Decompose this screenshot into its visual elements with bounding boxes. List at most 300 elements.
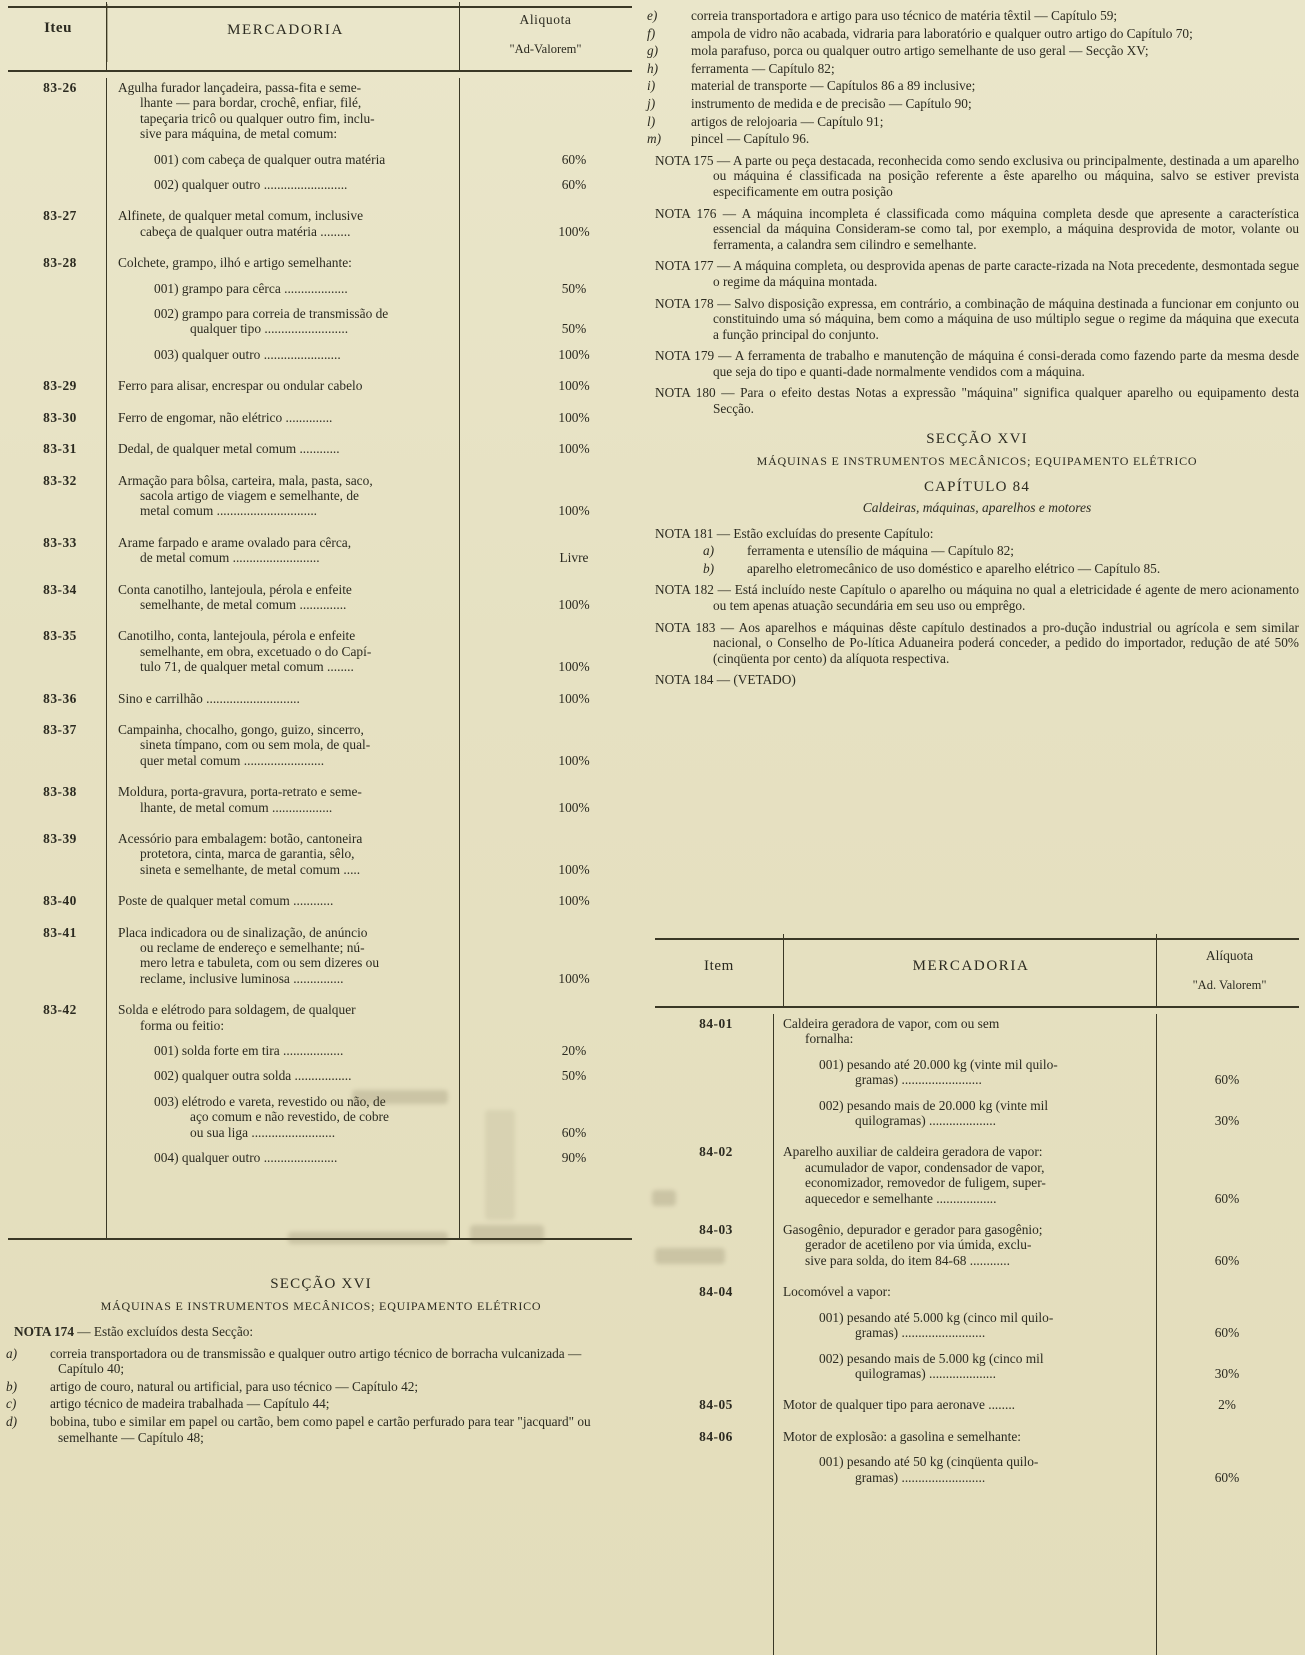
right-notes [655, 153, 1299, 417]
row-gap [8, 459, 632, 471]
subrow-spacer [8, 169, 112, 194]
scan-stroke [106, 4, 108, 62]
list-item-text: ferramenta — Capítulo 82; [691, 60, 835, 76]
subrow-text: 001) solda forte em tira .................. [154, 1043, 344, 1059]
table-subrow [8, 298, 632, 339]
row-item-code: 84-05 [699, 1397, 733, 1413]
list-marker: j) [647, 95, 656, 111]
row-item-code: 83-40 [43, 893, 77, 909]
left-table-body [8, 78, 632, 1238]
note [655, 206, 1299, 253]
row-gap [8, 614, 632, 626]
right-top-items [647, 8, 1299, 147]
left-section-title: SECÇÃO XVI [270, 1276, 372, 1292]
row-item-code: 83-28 [43, 255, 77, 271]
subrow-text: 002) grampo para correia de transmissão de qualquer tipo ......................... [154, 306, 389, 337]
row-merchandise: Gasogênio, depurador e gerador para gasogênio; gerador de acetileno por via úmida, exclu- sive para solda, do item 84-68 ............ [783, 1222, 1043, 1268]
row-aliquot: 100% [558, 752, 590, 768]
right-header-aliq: Alíquota [1205, 948, 1254, 963]
subrow-spacer [655, 1446, 777, 1487]
divider-merc [459, 2, 460, 72]
row-aliquot: Livre [559, 550, 589, 566]
row-aliquot: 100% [558, 690, 590, 706]
table-subrow [655, 1343, 1299, 1384]
row-item-code: 83-42 [43, 1002, 77, 1018]
table-row [8, 891, 632, 910]
right-chapter-subtitle: Caldeiras, máquinas, aparelhos e motores [862, 499, 1092, 515]
note [655, 620, 1299, 667]
note-sublist [655, 543, 1299, 576]
gap-cell [8, 988, 632, 1000]
row-aliquot: 100% [558, 503, 590, 519]
table-row [8, 408, 632, 427]
note-text: — A ferramenta de trabalho e manutenção de máquina é consi-derada como fazendo parte da mesma desde que seja do tipo e quanti-dade normalmente vendidos com a máquina. [713, 348, 1299, 379]
note-label: NOTA 175 [655, 152, 717, 168]
row-gap [8, 911, 632, 923]
note-174-label: NOTA 174 [14, 1324, 74, 1339]
right-column [645, 0, 1305, 1655]
header-item: Iteu [44, 20, 72, 36]
row-merchandise: Sino e carrilhão ............................ [118, 690, 300, 706]
gap-cell [8, 708, 632, 720]
list-item [647, 25, 1299, 42]
list-item [6, 1378, 628, 1395]
row-aliquot: 100% [558, 659, 590, 675]
list-item [647, 95, 1299, 112]
list-marker: a) [6, 1345, 18, 1361]
gap-cell [8, 770, 632, 782]
row-item-code: 83-27 [43, 208, 77, 224]
gap-cell [8, 614, 632, 626]
table-row [8, 206, 632, 241]
subrow-aliquot: 60% [1214, 1072, 1240, 1088]
table-row [8, 439, 632, 458]
row-merchandise: Armação para bôlsa, carteira, mala, pasta, saco, sacola artigo de viagem e semelhante, de metal comum .............................. [118, 472, 373, 519]
row-merchandise: Campainha, chocalho, gongo, guizo, sincerro, sineta tímpano, com ou sem mola, de qual- quer metal comum ........................ [118, 721, 371, 768]
subrow-spacer [655, 1090, 777, 1131]
row-gap [8, 521, 632, 533]
subrow-aliquot: 20% [561, 1043, 587, 1059]
table-row [655, 1395, 1299, 1414]
table-row [8, 689, 632, 708]
table-row [655, 1282, 1299, 1301]
list-item [6, 1396, 628, 1412]
subrow-spacer [655, 1302, 777, 1343]
table-row [8, 533, 632, 568]
list-item-text: correia transportadora e artigo para uso técnico de matéria têxtil — Capítulo 59; [691, 8, 1118, 23]
table-subrow [8, 1060, 632, 1085]
gap-cell [8, 817, 632, 829]
row-gap [8, 194, 632, 206]
note [655, 385, 1299, 416]
subrow-aliquot: 60% [1214, 1325, 1240, 1341]
gap-cell [8, 194, 632, 206]
row-item-code: 84-06 [699, 1428, 733, 1444]
right-divider-item [783, 934, 784, 1008]
subrow-text: 002) pesando mais de 20.000 kg (vinte mil quilogramas) .................... [819, 1097, 1049, 1129]
list-item-text: ferramenta e utensílio de máquina — Capítulo 82; [747, 543, 1014, 559]
table-subrow [655, 1302, 1299, 1343]
row-item-code: 83-26 [43, 80, 77, 95]
scan-smudge [652, 1190, 676, 1206]
row-gap [655, 1487, 1299, 1499]
table-row [8, 923, 632, 989]
table-row [655, 1142, 1299, 1208]
left-column [0, 0, 640, 1655]
scan-smudge [655, 1248, 725, 1264]
row-merchandise: Colchete, grampo, ilhó e artigo semelhante: [118, 255, 352, 271]
row-aliquot: 100% [558, 378, 590, 394]
subrow-text: 001) pesando até 5.000 kg (cinco mil quilo- gramas) ......................... [819, 1309, 1054, 1341]
row-gap [8, 770, 632, 782]
table-row [655, 1427, 1299, 1446]
note-label: NOTA 181 [655, 525, 717, 541]
list-item-text: bobina, tubo e similar em papel ou cartão, bem como papel e cartão perfurado para tear "jacquard" ou semelhante — Capítulo 48; [50, 1413, 591, 1445]
row-merchandise: Canotilho, conta, lantejoula, pérola e enfeite semelhante, em obra, excetuado o do Capí- tulo 71, de qualquer metal comum ........ [118, 628, 372, 675]
list-item-text: correia transportadora ou de transmissão e qualquer outro artigo técnico de borracha vulcanizada — Capítulo 40; [50, 1345, 582, 1377]
note [655, 258, 1299, 289]
left-section-items [6, 1345, 628, 1446]
right-divider-merc [1156, 934, 1157, 1008]
table-row [8, 580, 632, 615]
note-label: NOTA 178 [655, 295, 718, 311]
row-merchandise: Locomóvel a vapor: [783, 1284, 891, 1300]
row-merchandise: Arame farpado e arame ovalado para cêrca, de metal comum .......................... [118, 534, 352, 566]
row-aliquot: 100% [558, 441, 590, 457]
note [655, 672, 1299, 688]
subrow-aliquot: 30% [1214, 1113, 1240, 1129]
list-item [647, 8, 1299, 24]
row-merchandise: Aparelho auxiliar de caldeira geradora de vapor: acumulador de vapor, condensador de vapor, economizador, removedor de fuligem, super- aquecedor e semelhante .................. [783, 1144, 1046, 1206]
gap-cell [655, 1487, 1299, 1499]
header-merc: MERCADORIA [227, 22, 344, 38]
row-gap [655, 1208, 1299, 1220]
gap-cell [655, 1383, 1299, 1395]
note-label: NOTA 183 [655, 619, 721, 635]
header-aliq-sub: "Ad-Valorem" [509, 42, 582, 56]
row-aliquot [1155, 1427, 1299, 1446]
gap-cell [8, 396, 632, 408]
table-row [655, 1220, 1299, 1270]
subrow-spacer [8, 1035, 112, 1060]
gap-cell [8, 364, 632, 376]
header-aliq: Aliquota [519, 12, 572, 27]
gap-cell [8, 1168, 632, 1180]
table-row [8, 253, 632, 272]
subrow-aliquot: 50% [561, 280, 587, 296]
subrow-spacer [8, 144, 112, 169]
list-item-text: aparelho eletromecânico de uso doméstico e aparelho elétrico — Capítulo 85. [747, 560, 1161, 576]
note-label: NOTA 182 [655, 582, 718, 598]
row-merchandise: Solda e elétrodo para soldagem, de qualquer forma ou feitio: [118, 1002, 356, 1033]
subrow-text: 004) qualquer outro ...................... [154, 1150, 338, 1166]
right-header-item: Item [704, 958, 734, 974]
list-item-text: artigos de relojoaria — Capítulo 91; [691, 113, 884, 129]
right-table-header [655, 938, 1299, 1004]
table-row [8, 829, 632, 879]
table-row [8, 626, 632, 676]
table-row [8, 376, 632, 395]
list-marker: f) [647, 25, 656, 41]
table-subrow [8, 169, 632, 194]
row-merchandise: Alfinete, de qualquer metal comum, inclusive cabeça de qualquer outra matéria ......... [118, 208, 364, 239]
list-item [647, 113, 1299, 130]
note-174-text: — Estão excluídos desta Secção: [77, 1324, 254, 1339]
right-header-aliq-sub: "Ad. Valorem" [1192, 978, 1267, 992]
row-item-code: 83-32 [43, 472, 77, 488]
subrow-spacer [655, 1049, 777, 1090]
row-aliquot: 60% [1214, 1252, 1240, 1268]
row-aliquot: 100% [558, 970, 590, 986]
note-label: NOTA 180 [655, 385, 722, 401]
subrow-text: 001) pesando até 50 kg (cinqüenta quilo- gramas) ......................... [819, 1454, 1039, 1485]
row-item-code: 83-33 [43, 534, 77, 550]
scan-smudge [352, 1090, 448, 1104]
row-merchandise: Motor de qualquer tipo para aeronave ........ [783, 1397, 1016, 1413]
row-aliquot [516, 253, 632, 272]
row-gap [8, 241, 632, 253]
row-aliquot: 60% [1214, 1190, 1240, 1206]
list-marker: b) [6, 1378, 18, 1394]
row-item-code: 83-30 [43, 409, 77, 425]
table-row [8, 471, 632, 521]
subrow-aliquot: 60% [561, 177, 587, 193]
list-marker: d) [6, 1413, 18, 1429]
table-subrow [655, 1049, 1299, 1090]
list-item-text: mola parafuso, porca ou qualquer outro artigo semelhante de uso geral — Secção XV; [691, 43, 1149, 59]
divider-item-body [106, 78, 107, 1238]
subrow-spacer [8, 273, 112, 298]
list-item [647, 78, 1299, 94]
row-item-code: 83-31 [43, 441, 77, 457]
right-section-subtitle: MÁQUINAS E INSTRUMENTOS MECÂNICOS; EQUIPAMENTO ELÉTRICO [756, 453, 1198, 468]
row-gap [655, 1270, 1299, 1282]
gap-cell [8, 677, 632, 689]
row-aliquot [1155, 1014, 1299, 1049]
row-aliquot [1155, 1282, 1299, 1301]
list-item-text: pincel — Capítulo 96. [691, 131, 810, 147]
note-text: — A máquina incompleta é classificada como máquina completa desde que apresente a característica essencial da máquina Consideram-se como tal, por exemplo, a máquina desprovida de motor, volante ou ferramenta, a calandra sem cilindro e semelhante. [713, 205, 1300, 252]
subrow-text: 001) pesando até 20.000 kg (vinte mil quilo- gramas) ........................ [819, 1056, 1058, 1088]
subrow-spacer [8, 1086, 112, 1142]
note-label: NOTA 177 [655, 258, 717, 274]
row-aliquot [516, 78, 632, 144]
subrow-text: 003) elétrodo e vareta, revestido ou não, de aço comum e não revestido, de cobre ou sua liga ......................... [154, 1093, 389, 1140]
subrow-text: 003) qualquer outro ....................... [154, 346, 341, 362]
table-subrow [8, 1035, 632, 1060]
note-label: NOTA 184 [655, 672, 717, 688]
row-gap [8, 396, 632, 408]
row-aliquot: 100% [558, 596, 590, 612]
right-section-title: SECÇÃO XVI [926, 430, 1028, 447]
right-divider-item-body [773, 1014, 774, 1655]
scan-smudge [485, 1110, 515, 1220]
row-merchandise: Poste de qualquer metal comum ............ [118, 893, 334, 909]
list-item-text: artigo técnico de madeira trabalhada — Capítulo 44; [50, 1396, 330, 1412]
list-item [647, 60, 1299, 77]
note-text: — Aos aparelhos e máquinas dêste capítulo destinados a pro-dução industrial ou agrícola e sem similar nacional, o Conselho de Po-lítica Aduaneira poderá conceder, a pedido do importador, redução de até 50% (cinqüenta por cento) da alíquota respectiva. [713, 619, 1299, 666]
note-text: — Está incluído neste Capítulo o aparelho ou máquina no qual a eletricidade é agente de mero acionamento ou tem apenas atuação secundária em seu uso ou emprêgo. [713, 582, 1299, 614]
list-marker: a) [703, 543, 715, 559]
row-merchandise: Placa indicadora ou de sinalização, de anúncio ou reclame de endereço e semelhante; nú- mero letra e tabuleta, com ou sem dizeres ou reclame, inclusive luminosa ............... [118, 924, 380, 986]
list-item [703, 560, 1299, 577]
row-merchandise: Moldura, porta-gravura, porta-retrato e seme- lhante, de metal comum .................. [118, 784, 362, 815]
row-aliquot: 100% [558, 223, 590, 239]
gap-cell [655, 1208, 1299, 1220]
list-marker: h) [647, 60, 659, 76]
row-item-code: 83-38 [43, 784, 77, 800]
row-gap [655, 1383, 1299, 1395]
list-item-text: ampola de vidro não acabada, vidraria para laboratório e qualquer outro artigo do Capítulo 70; [691, 25, 1193, 41]
note-text: — A máquina completa, ou desprovida apenas de parte caracte-rizada na Nota precedente, desmontada segue o regime da máquina montada. [713, 258, 1299, 289]
row-merchandise: Caldeira geradora de vapor, com ou sem fornalha: [783, 1016, 1000, 1047]
row-item-code: 83-39 [43, 831, 77, 846]
gap-cell [8, 879, 632, 891]
row-gap [8, 364, 632, 376]
row-gap [8, 879, 632, 891]
note-text: — Estão excluídas do presente Capítulo: [716, 525, 934, 541]
note-label: NOTA 176 [655, 205, 723, 221]
table-subrow [8, 273, 632, 298]
list-marker: c) [6, 1396, 17, 1412]
note-text: — Para o efeito destas Notas a expressão "máquina" significa qualquer aparelho ou equipamento desta Secção. [713, 385, 1299, 417]
divider-merc-body [459, 78, 460, 1238]
row-merchandise: Dedal, de qualquer metal comum ............ [118, 441, 340, 457]
left-section [6, 1262, 628, 1445]
row-item-code: 84-02 [699, 1144, 733, 1160]
right-divider-merc-body [1156, 1014, 1157, 1655]
gap-cell [8, 521, 632, 533]
row-item-code: 84-04 [699, 1284, 733, 1300]
scan-smudge [470, 1225, 544, 1243]
row-item-code: 83-37 [43, 721, 77, 737]
list-item-text: artigo de couro, natural ou artificial, para uso técnico — Capítulo 42; [50, 1378, 419, 1394]
table-subrow [8, 144, 632, 169]
subrow-spacer [8, 1142, 112, 1167]
list-item [647, 131, 1299, 147]
row-item-code: 84-03 [699, 1222, 733, 1238]
note-label: NOTA 179 [655, 348, 719, 364]
row-aliquot: 100% [558, 861, 590, 877]
subrow-aliquot: 100% [558, 346, 590, 362]
row-merchandise: Agulha furador lançadeira, passa-fita e seme- lhante — para bordar, crochê, enfiar, filé, tapeçaria tricô ou qualquer outro fim, inclu- sive para máquina, de metal comum: [118, 80, 375, 142]
row-item-code: 83-41 [43, 924, 77, 940]
right-header-merc: MERCADORIA [912, 958, 1030, 974]
list-item [6, 1413, 628, 1445]
row-gap [8, 1168, 632, 1180]
subrow-text: 002) pesando mais de 5.000 kg (cinco mil quilogramas) .................... [819, 1350, 1044, 1381]
right-chapter-title: CAPÍTULO 84 [923, 478, 1031, 495]
subrow-text: 002) qualquer outra solda ................. [154, 1068, 352, 1084]
gap-cell [8, 241, 632, 253]
list-marker: m) [647, 131, 662, 147]
row-aliquot: 100% [558, 893, 590, 909]
list-marker: g) [647, 43, 659, 59]
left-section-subtitle: MÁQUINAS E INSTRUMENTOS MECÂNICOS; EQUIPAMENTO ELÉTRICO [100, 1299, 542, 1313]
note-174 [14, 1324, 628, 1340]
row-item-code: 84-01 [699, 1016, 733, 1031]
subrow-text: 001) com cabeça de qualquer outra matéria [154, 151, 386, 167]
row-item-code: 83-35 [43, 628, 77, 644]
scan-smudge [288, 1232, 448, 1244]
gap-cell [655, 1130, 1299, 1142]
list-item [703, 543, 1299, 559]
note [655, 296, 1299, 343]
left-table-rows [8, 78, 632, 1180]
right-table-body [655, 1014, 1299, 1655]
table-row [655, 1014, 1299, 1049]
row-gap [8, 568, 632, 580]
subrow-spacer [8, 298, 112, 339]
list-marker: b) [703, 560, 715, 576]
row-gap [8, 427, 632, 439]
subrow-aliquot: 60% [561, 151, 587, 167]
subrow-aliquot: 30% [1214, 1365, 1240, 1381]
row-aliquot [516, 1000, 632, 1035]
note-text: — A parte ou peça destacada, reconhecida como sendo exclusiva ou principalmente, destinada a um aparelho ou máquina é classificada na posição referente a êste aparelho ou máquina, salvo se estiver prevista especificamente em outra posição [713, 152, 1299, 199]
row-merchandise: Ferro para alisar, encrespar ou ondular cabelo [118, 378, 363, 394]
right-top-list [647, 6, 1300, 688]
list-item [6, 1345, 628, 1377]
table-subrow [8, 339, 632, 364]
right-table-rows [655, 1014, 1299, 1499]
table-subrow [655, 1446, 1299, 1487]
row-aliquot: 2% [1218, 1397, 1236, 1413]
list-item-text: instrumento de medida e de precisão — Capítulo 90; [691, 95, 972, 111]
table-row [8, 782, 632, 817]
row-gap [8, 708, 632, 720]
gap-cell [8, 568, 632, 580]
subrow-aliquot: 90% [561, 1150, 587, 1166]
row-gap [655, 1130, 1299, 1142]
note-text: — Salvo disposição expressa, em contrário, a combinação de máquina destinada a funcionar em conjunto ou constituindo uma só máquina, bem como a máquina de uso múltiplo segue o regime da máquina que executa a função principal do conjunto. [713, 295, 1299, 342]
right-notes2 [655, 526, 1299, 688]
row-gap [8, 988, 632, 1000]
row-item-code: 83-36 [43, 690, 77, 706]
table-row [8, 720, 632, 770]
gap-cell [8, 427, 632, 439]
row-item-code: 83-34 [43, 581, 77, 597]
row-merchandise: Motor de explosão: a gasolina e semelhante: [783, 1428, 1021, 1444]
table-row [8, 1000, 632, 1035]
subrow-spacer [8, 339, 112, 364]
row-merchandise: Acessório para embalagem: botão, cantoneira protetora, cinta, marca de garantia, sêlo, sineta e semelhante, de metal comum ..... [118, 831, 363, 877]
subrow-aliquot: 50% [561, 1068, 587, 1084]
row-aliquot: 100% [558, 799, 590, 815]
note [655, 582, 1299, 613]
subrow-aliquot: 50% [561, 321, 587, 337]
table-subrow [8, 1142, 632, 1167]
subrow-spacer [8, 1060, 112, 1085]
list-marker: i) [647, 78, 656, 94]
subrow-aliquot: 60% [1214, 1469, 1240, 1485]
left-table-header [8, 6, 632, 68]
gap-cell [8, 459, 632, 471]
row-gap [8, 677, 632, 689]
note-text: — (VETADO) [716, 672, 796, 688]
list-marker: e) [647, 8, 658, 23]
row-aliquot: 100% [558, 409, 590, 425]
table-row [8, 78, 632, 144]
subrow-text: 002) qualquer outro ......................... [154, 177, 348, 193]
row-gap [655, 1415, 1299, 1427]
table-subrow [655, 1090, 1299, 1131]
note [655, 348, 1299, 379]
table-subrow [8, 1086, 632, 1142]
row-gap [8, 817, 632, 829]
note [655, 526, 1299, 542]
subrow-text: 001) grampo para cêrca ................... [154, 280, 348, 296]
